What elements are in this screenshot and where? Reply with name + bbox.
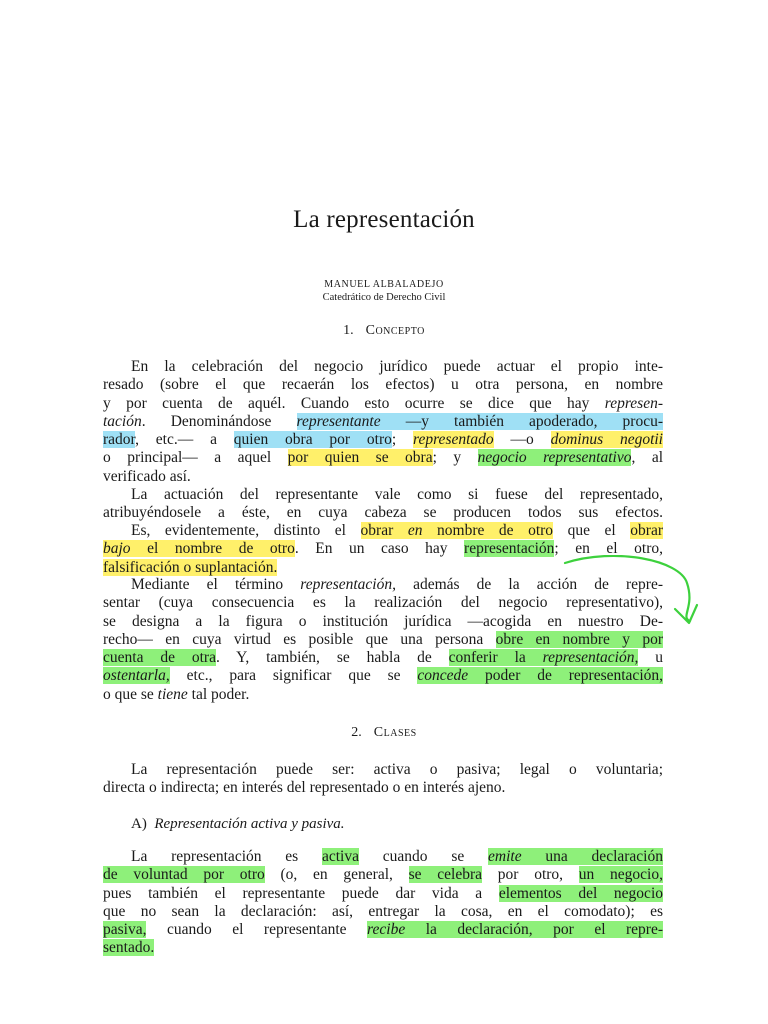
paragraph-activa-pasiva bbox=[103, 848, 663, 958]
section-number: 1. bbox=[343, 323, 354, 338]
text-line: Mediante el término representación, además de la acción de repre- bbox=[131, 576, 663, 593]
text-line: La actuación del representante vale como si fuese del representado, bbox=[131, 486, 663, 503]
paragraph-clases-1 bbox=[103, 761, 663, 798]
subsection-heading: A) Representación activa y pasiva. bbox=[131, 816, 345, 832]
highlight-green: representación bbox=[464, 540, 555, 558]
highlight-green: activa bbox=[321, 848, 359, 865]
highlight-yellow: por quien se obra bbox=[287, 449, 433, 467]
highlight-green: sentado. bbox=[103, 939, 155, 957]
text-line: se designa a la figura o institución jurídica —acogida en nuestro De- bbox=[103, 612, 663, 630]
highlight-yellow: obrar bbox=[630, 522, 663, 539]
text-line: ostentarla, etc., para significar que se concede poder de representación, bbox=[103, 667, 663, 685]
text-line: rador, etc.— a quien obra por otro; representado —o dominus negotii bbox=[103, 431, 663, 449]
highlight-green: ostentarla, bbox=[103, 667, 170, 685]
text-line: o principal— a aquel por quien se obra; y negocio representativo, al bbox=[103, 449, 664, 467]
text-line: En la celebración del negocio jurídico puede actuar el propio inte- bbox=[131, 358, 663, 375]
text-line: tación. Denominándose representante —y también apoderado, procu- bbox=[103, 412, 663, 430]
highlight-green: emite bbox=[488, 848, 522, 865]
highlight-green: un negocio, bbox=[578, 866, 663, 884]
highlight-green: cuenta de otra bbox=[103, 649, 216, 667]
section-number: 2. bbox=[351, 725, 362, 740]
highlight-blue: rador bbox=[103, 431, 136, 449]
author-name: MANUEL ALBALADEJO bbox=[324, 279, 444, 290]
handwritten-arrow-icon bbox=[555, 555, 705, 635]
text-line: pues también el representante puede dar vida a elementos del negocio bbox=[103, 884, 663, 902]
highlight-blue: quien obra por otro bbox=[233, 431, 392, 449]
text-line: de voluntad por otro (o, en general, se celebra por otro, un negocio, bbox=[103, 866, 663, 884]
highlight-green: recibe bbox=[367, 921, 406, 939]
text-line: La representación puede ser: activa o pasiva; legal o voluntaria; bbox=[131, 761, 663, 778]
highlight-yellow: dominus negotii bbox=[550, 431, 663, 449]
text-line: o que se tiene tal poder. bbox=[103, 685, 250, 703]
author-affiliation: Catedrático de Derecho Civil bbox=[322, 292, 446, 303]
text-line: verificado así. bbox=[103, 467, 191, 485]
highlight-green: pasiva, bbox=[103, 921, 147, 939]
text-line: Es, evidentemente, distinto el obrar en nombre de otro que el obrar bbox=[131, 522, 663, 539]
text-line: La representación es activa cuando se emite una declaración bbox=[131, 848, 663, 865]
text-line: directa o indirecta; en interés del representado o en interés ajeno. bbox=[103, 779, 506, 797]
highlight-yellow: representado bbox=[413, 431, 494, 449]
section-heading-concepto bbox=[0, 323, 768, 339]
text-line: pasiva, cuando el representante recibe la declaración, por el repre- bbox=[103, 921, 664, 939]
text-line: y por cuenta de aquél. Cuando esto ocurre se dice que hay represen- bbox=[103, 394, 663, 412]
paragraph-concepto-1 bbox=[103, 358, 663, 486]
text-line: sentar (cuya consecuencia es la realización del negocio representativo), bbox=[103, 594, 663, 612]
text-line: atribuyéndosele a éste, en cuya cabeza se producen todos sus efectos. bbox=[103, 504, 663, 522]
highlight-yellow: falsificación o suplantación. bbox=[103, 558, 278, 576]
highlight-blue: representante bbox=[296, 412, 381, 430]
highlight-green: de voluntad por otro bbox=[103, 866, 265, 884]
highlight-green: se celebra bbox=[408, 866, 483, 884]
paragraph-concepto-2 bbox=[103, 486, 663, 523]
page-title: La representación bbox=[293, 206, 475, 233]
highlight-yellow: el nombre de otro bbox=[130, 540, 295, 558]
highlight-green: representación, bbox=[542, 649, 639, 667]
text-line bbox=[103, 939, 663, 957]
section-label: Concepto bbox=[365, 323, 425, 338]
section-heading-clases bbox=[0, 725, 768, 741]
highlight-green: elementos del negocio bbox=[498, 884, 663, 902]
text-line: cuenta de otra. Y, también, se habla de conferir la representación, u bbox=[103, 649, 664, 667]
highlight-green: negocio representativo bbox=[477, 449, 632, 467]
highlight-yellow: nombre de otro bbox=[422, 522, 554, 539]
text-line: bajo el nombre de otro. En un caso hay representación; en el otro, bbox=[103, 540, 663, 558]
text-line: resado (sobre el que recaerán los efectos) u otra persona, en nombre bbox=[103, 376, 663, 394]
text-line: que no sean la declaración: así, entregar la cosa, en el comodato); es bbox=[103, 902, 663, 920]
highlight-green: poder de representación, bbox=[468, 667, 663, 685]
section-label: Clases bbox=[373, 725, 417, 740]
text-line: recho— en cuya virtud es posible que una persona obre en nombre y por bbox=[103, 630, 663, 648]
highlight-green: obre en nombre y por bbox=[495, 630, 663, 648]
